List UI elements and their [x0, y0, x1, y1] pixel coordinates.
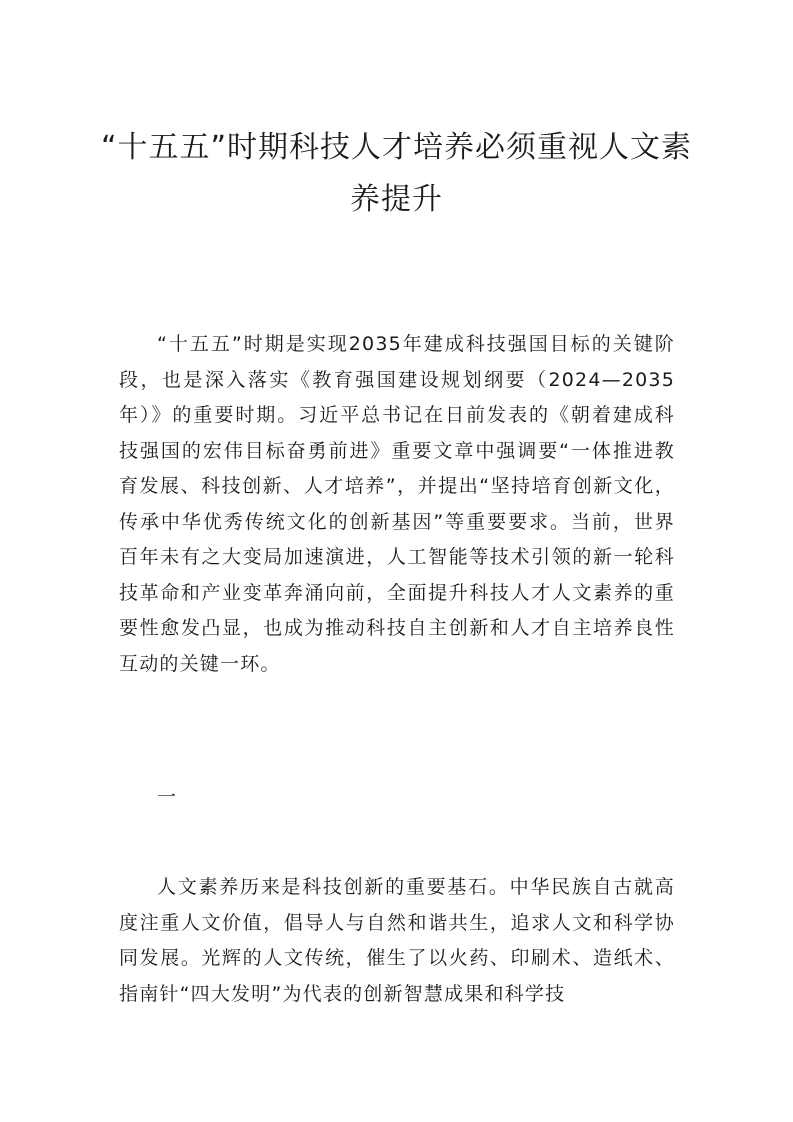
- section-number: 一: [157, 786, 177, 808]
- body-paragraph-1: “十五五”时期是实现2035年建成科技强国目标的关键阶段，也是深入落实《教育强国建设规划纲要（2024—2035年）》的重要时期。习近平总书记在日前发表的《朝着建成科技强国的宏伟目标奋勇前进》重要文章中强调要“一体推进教育发展、科技创新、人才培养”，并提出“坚持培育创新文化，传承中华优秀传统文化的创新基因”等重要要求。当前，世界百年未有之大变局加速演进，人工智能等技术引领的新一轮科技革命和产业变革奔涌向前，全面提升科技人才人文素养的重要性愈发凸显，也成为推动科技自主创新和人才自主培养良性互动的关键一环。: [119, 333, 675, 675]
- body-paragraph-2: 人文素养历来是科技创新的重要基石。中华民族自古就高度注重人文价值，倡导人与自然和谐共生，追求人文和科学协同发展。光辉的人文传统，催生了以火药、印刷术、造纸术、指南针“四大发明”为代表的创新智慧成果和科学技: [119, 876, 675, 1005]
- document-title: “十五五”时期科技人才培养必须重视人文素养提升: [100, 130, 693, 217]
